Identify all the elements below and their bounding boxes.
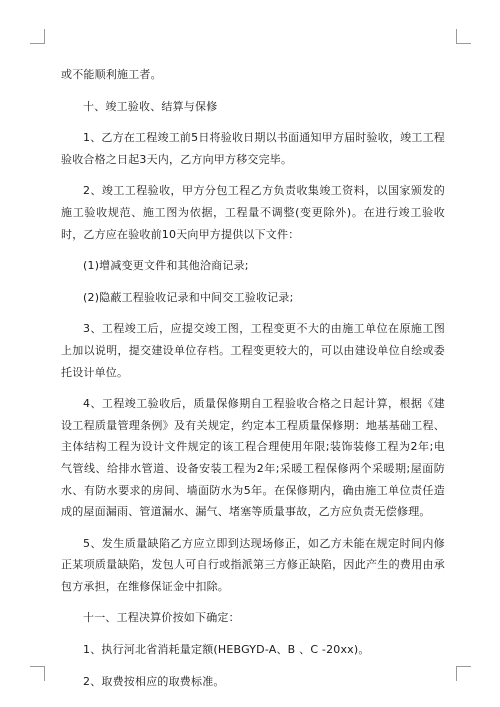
document-body: [61, 64, 445, 692]
crop-mark-bottom-right: [456, 666, 471, 681]
paragraph-clause-4: 4、工程竣工验收后，质量保修期自工程验收合格之日起计算，根据《建设工程质量管理条例》及有关规定，约定本工程质量保修期：地基基础工程、主体结构工程为设计文件规定的该工程合理使用年限;装饰装修工程为2年;电气管线、给排水管道、设备安装工程为2年;采暖工程保修两个采暖期;屋面防水、有防水要求的房间、墙面防水为5年。在保修期内，确由施工单位责任造成的屋面漏雨、管道漏水、漏气、堵塞等质量事故，乙方应负责无偿修理。: [61, 397, 445, 519]
paragraph-clause-2: 2、竣工工程验收，甲方分包工程乙方负责收集竣工资料，以国家颁发的施工验收规范、施工图为依据，工程量不调整(变更除外)。在进行竣工验收时，乙方应在验收前10天向甲方提供以下文件：: [61, 184, 445, 241]
paragraph-pricing-2: 2、取费按相应的取费标准。: [83, 674, 225, 688]
paragraph-item-2: (2)隐蔽工程验收记录和中间交工验收记录;: [83, 290, 294, 304]
paragraph-pricing-1: 1、执行河北省消耗量定额(HEBGYD-A、B 、C -20xx)。: [83, 643, 370, 657]
paragraph-item-1: (1)增减变更文件和其他洽商记录;: [83, 259, 249, 273]
paragraph-clause-5: 5、发生质量缺陷乙方应立即到达现场修正，如乙方未能在规定时间内修正某项质量缺陷，发包人可自行或指派第三方修正缺陷，因此产生的费用由承包方承担，在维修保证金中扣除。: [61, 536, 445, 593]
crop-mark-bottom-left: [30, 666, 45, 681]
paragraph-continuation: 或不能顺利施工者。: [61, 68, 162, 81]
paragraph-clause-3: 3、工程竣工后，应提交竣工图，工程变更不大的由施工单位在原施工图上加以说明，提交建设单位存档。工程变更较大的，可以由建设单位自绘或委托设计单位。: [61, 322, 445, 379]
section-heading-final-account: 十一、工程决算价按如下确定：: [83, 611, 240, 625]
crop-mark-top-right: [456, 29, 471, 44]
section-heading-completion-acceptance: 十、竣工验收、结算与保修: [83, 99, 218, 113]
crop-mark-top-left: [30, 29, 45, 44]
paragraph-clause-1: 1、乙方在工程竣工前5日将验收日期以书面通知甲方届时验收，竣工工程验收合格之日起3天内，乙方向甲方移交完毕。: [61, 131, 445, 166]
